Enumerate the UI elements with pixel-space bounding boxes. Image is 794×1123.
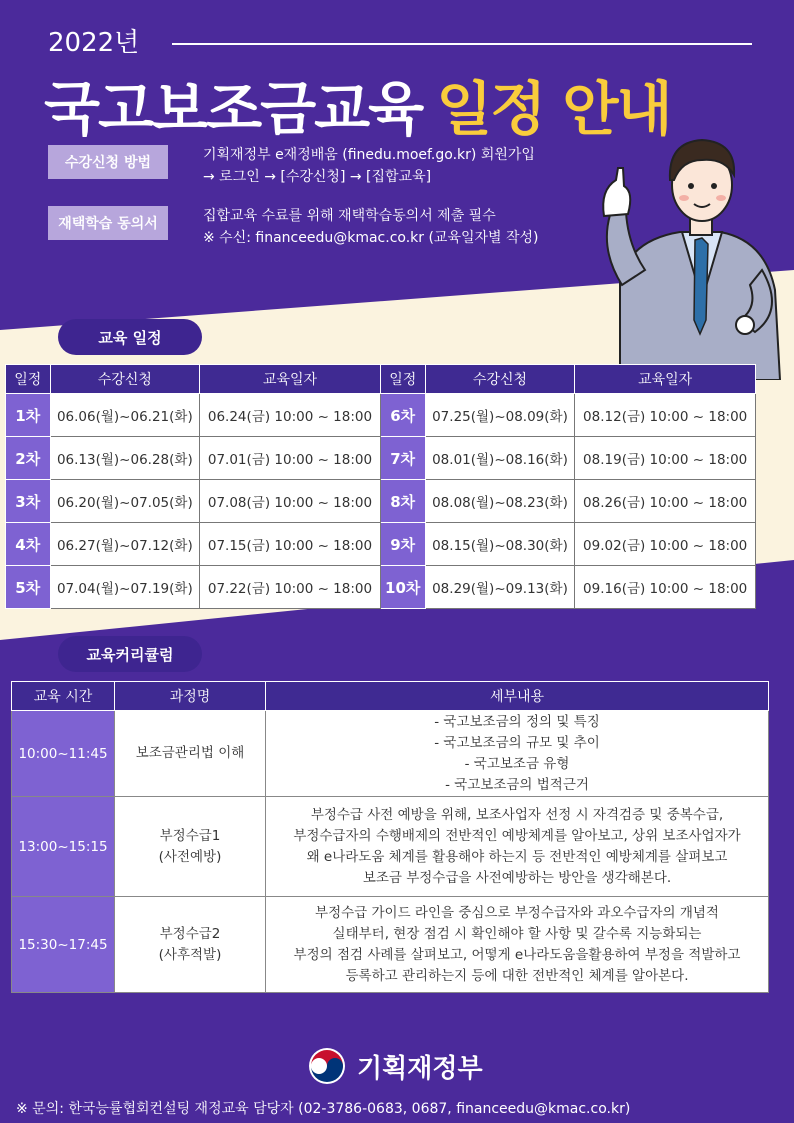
detail-line: - 국고보조금의 규모 및 추이 xyxy=(434,734,600,751)
registration-period: 08.15(월)~08.30(화) xyxy=(425,523,575,566)
session-number: 6차 xyxy=(380,394,425,437)
registration-period: 06.20(월)~07.05(화) xyxy=(50,480,200,523)
ministry-logo xyxy=(307,1046,483,1086)
course-name xyxy=(115,897,266,993)
column-header: 세부내용 xyxy=(266,682,769,711)
detail-line: - 국고보조금 유형 xyxy=(464,755,570,772)
course-line: 부정수급1 xyxy=(159,827,221,844)
session-number: 9차 xyxy=(380,523,425,566)
detail-line: 등록하고 관리하는지 등에 대한 전반적인 체계를 알아본다. xyxy=(345,967,689,984)
registration-period: 07.25(월)~08.09(화) xyxy=(425,394,575,437)
registration-period: 06.27(월)~07.12(화) xyxy=(50,523,200,566)
presenter-illustration xyxy=(590,120,790,380)
table-row xyxy=(12,797,769,897)
registration-period: 07.04(월)~07.19(화) xyxy=(50,566,200,609)
column-header: 과정명 xyxy=(115,682,266,711)
column-header: 수강신청 xyxy=(425,365,575,394)
column-header: 교육일자 xyxy=(575,365,756,394)
info-registration xyxy=(203,144,535,188)
detail-line: 왜 e나라도움 체계를 활용해야 하는지 등 전반적인 예방체계를 살펴보고 xyxy=(306,848,728,865)
column-header: 교육 시간 xyxy=(12,682,115,711)
training-date: 08.12(금) 10:00 ~ 18:00 xyxy=(575,394,756,437)
course-line: (사후적발) xyxy=(158,946,222,963)
session-number: 3차 xyxy=(6,480,51,523)
ministry-name: 기획재정부 xyxy=(357,1053,483,1084)
session-number: 8차 xyxy=(380,480,425,523)
training-date: 09.16(금) 10:00 ~ 18:00 xyxy=(575,566,756,609)
curriculum-table xyxy=(11,681,769,993)
course-line: (사전예방) xyxy=(158,848,222,865)
registration-period: 08.29(월)~09.13(화) xyxy=(425,566,575,609)
training-date: 08.19(금) 10:00 ~ 18:00 xyxy=(575,437,756,480)
training-date: 08.26(금) 10:00 ~ 18:00 xyxy=(575,480,756,523)
column-header: 교육일자 xyxy=(200,365,381,394)
registration-period: 08.08(월)~08.23(화) xyxy=(425,480,575,523)
detail-line: 부정수급 가이드 라인을 중심으로 부정수급자와 과오수급자의 개념적 xyxy=(315,904,719,921)
year-divider xyxy=(172,43,752,45)
training-date: 07.22(금) 10:00 ~ 18:00 xyxy=(200,566,381,609)
detail-line: 부정의 점검 사례를 살펴보고, 어떻게 e나라도움을활용하여 부정을 적발하고 xyxy=(293,946,741,963)
session-number: 1차 xyxy=(6,394,51,437)
title-highlight: 일정 안내 xyxy=(436,75,671,143)
info-line: ※ 수신: financeedu@kmac.co.kr (교육일자별 작성) xyxy=(203,230,539,246)
info-line: 기획재정부 e재정배움 (finedu.moef.go.kr) 회원가입 xyxy=(203,147,535,163)
session-number: 5차 xyxy=(6,566,51,609)
detail-line: 부정수급자의 수행배제의 전반적인 예방체계를 알아보고, 상위 보조사업자가 xyxy=(293,827,741,844)
training-date: 06.24(금) 10:00 ~ 18:00 xyxy=(200,394,381,437)
table-row xyxy=(12,897,769,993)
table-header-row xyxy=(6,365,756,394)
table-row xyxy=(12,711,769,797)
column-header: 일정 xyxy=(380,365,425,394)
title-main: 국고보조금교육 xyxy=(44,75,423,143)
course-line: 보조금관리법 이해 xyxy=(135,745,245,761)
section-title-schedule: 교육 일정 xyxy=(58,319,202,355)
course-details xyxy=(266,897,769,993)
training-date: 07.15(금) 10:00 ~ 18:00 xyxy=(200,523,381,566)
course-details xyxy=(266,711,769,797)
course-name xyxy=(115,797,266,897)
session-number: 4차 xyxy=(6,523,51,566)
registration-period: 06.06(월)~06.21(화) xyxy=(50,394,200,437)
detail-line: 부정수급 사전 예방을 위해, 보조사업자 선정 시 자격검증 및 중복수급, xyxy=(310,806,724,823)
course-details xyxy=(266,797,769,897)
info-label-consent: 재택학습 동의서 xyxy=(48,206,168,240)
info-line: → 로그인 → [수강신청] → [집합교육] xyxy=(203,169,432,185)
table-row xyxy=(6,394,756,437)
info-consent xyxy=(203,205,539,249)
page-title xyxy=(44,62,671,146)
session-time: 15:30~17:45 xyxy=(12,897,115,993)
session-time: 10:00~11:45 xyxy=(12,711,115,797)
schedule-table xyxy=(5,364,756,609)
detail-line: - 국고보조금의 법적근거 xyxy=(445,776,589,793)
table-row xyxy=(6,523,756,566)
table-row xyxy=(6,480,756,523)
registration-period: 06.13(월)~06.28(화) xyxy=(50,437,200,480)
detail-line: - 국고보조금의 정의 및 특징 xyxy=(434,713,600,730)
session-time: 13:00~15:15 xyxy=(12,797,115,897)
table-row xyxy=(6,437,756,480)
training-date: 07.01(금) 10:00 ~ 18:00 xyxy=(200,437,381,480)
column-header: 일정 xyxy=(6,365,51,394)
table-row xyxy=(6,566,756,609)
registration-period: 08.01(월)~08.16(화) xyxy=(425,437,575,480)
table-header-row xyxy=(12,682,769,711)
training-date: 09.02(금) 10:00 ~ 18:00 xyxy=(575,523,756,566)
column-header: 수강신청 xyxy=(50,365,200,394)
session-number: 2차 xyxy=(6,437,51,480)
session-number: 7차 xyxy=(380,437,425,480)
section-title-curriculum: 교육커리큘럼 xyxy=(58,636,202,672)
info-line: 집합교육 수료를 위해 재택학습동의서 제출 필수 xyxy=(203,208,496,224)
training-date: 07.08(금) 10:00 ~ 18:00 xyxy=(200,480,381,523)
course-name xyxy=(115,711,266,797)
year-label: 2022년 xyxy=(48,28,140,58)
detail-line: 실태부터, 현장 점검 시 확인해야 할 사항 및 갈수록 지능화되는 xyxy=(332,925,702,942)
session-number: 10차 xyxy=(380,566,425,609)
contact-info: ※ 문의: 한국능률협회컨설팅 재정교육 담당자 (02-3786-0683, 0687, financeedu@kmac.co.kr) xyxy=(16,1101,631,1117)
course-line: 부정수급2 xyxy=(159,925,221,942)
detail-line: 보조금 부정수급을 사전예방하는 방안을 생각해본다. xyxy=(362,869,672,886)
taegeuk-icon xyxy=(307,1046,347,1086)
info-label-registration: 수강신청 방법 xyxy=(48,145,168,179)
